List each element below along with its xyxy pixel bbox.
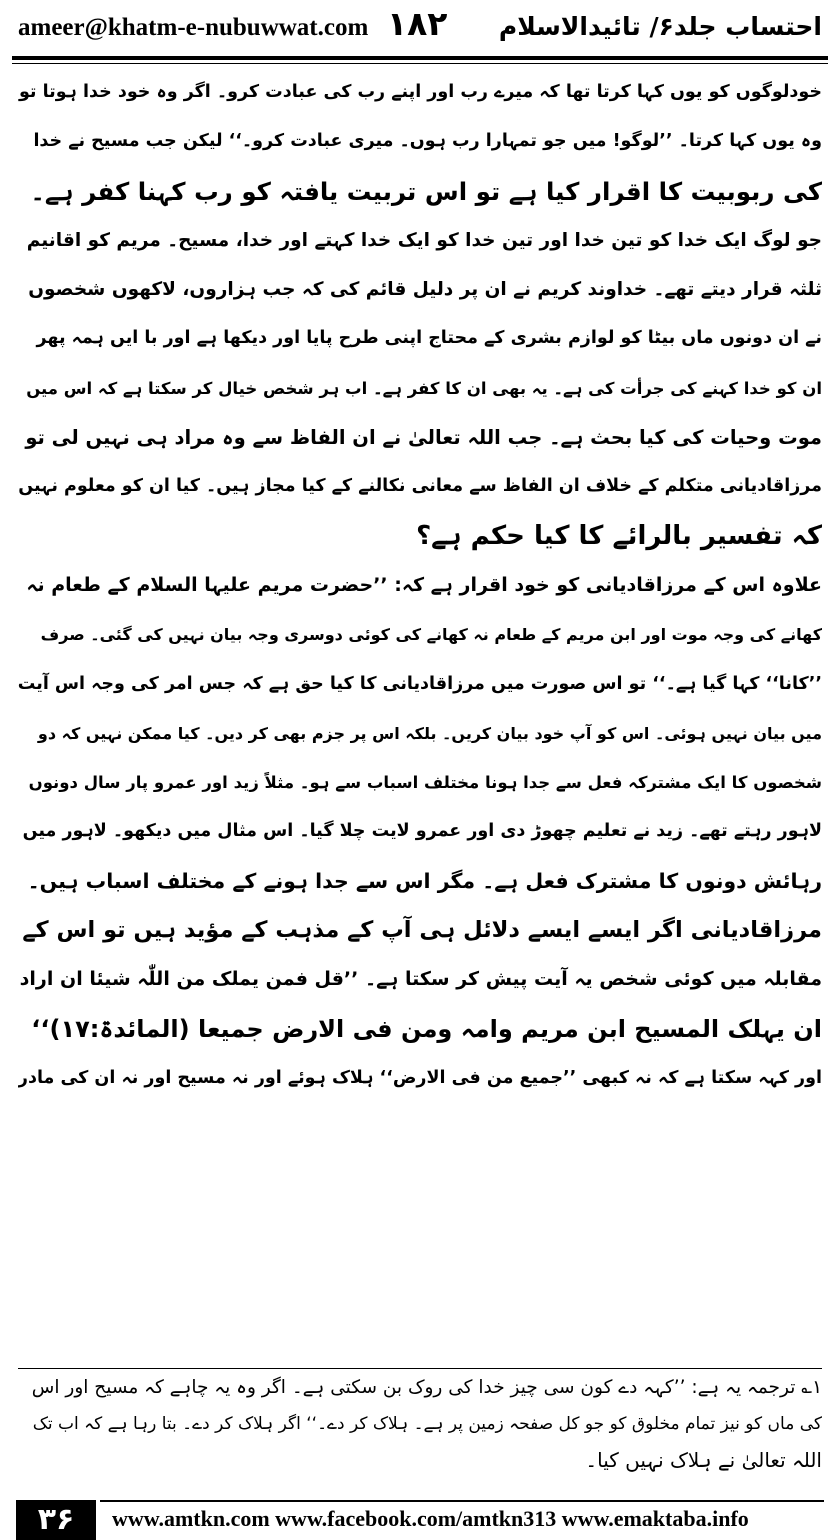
body-line: کھانے کی وجہ موت اور ابن مریم کے طعام نہ کھانے کی کوئی دوسری وجہ بیان نہیں کی گئی۔ صرف (40, 625, 822, 645)
header-rule-thin (12, 63, 828, 64)
header-rule-thick (12, 56, 828, 60)
body-line: لاہور رہتے تھے۔ زید نے تعلیم چھوڑ دی اور عمرو لایت چلا گیا۔ اس مثال میں دیکھو۔ لاہور میں (22, 821, 822, 842)
page-header (0, 0, 840, 56)
footnote (18, 1370, 822, 1478)
page-footer (0, 1500, 840, 1540)
body-line: نے ان دونوں ماں بیٹا کو لوازم بشری کے محتاج اپنی طرح پایا اور دیکھا ہے اور با ایں ہمہ پھر (36, 328, 822, 349)
body-line: شخصوں کا ایک مشترکہ فعل سے جدا ہونا مختلف اسباب سے ہو۔ مثلاً زید اور عمرو پار سال دونوں (28, 773, 822, 793)
header-email: ameer@khatm-e-nubuwwat.com (18, 14, 369, 41)
body-line: خودلوگوں کو یوں کہا کرتا تھا کہ میرے رب اور اپنے رب کی عبادت کرو۔ اگر وہ خود خدا ہوتا تو (18, 82, 822, 102)
body-text (18, 68, 822, 1103)
body-line: ثلثہ قرار دیتے تھے۔ خداوند کریم نے ان پر دلیل قائم کی کہ جب ہزاروں، لاکھوں شخصوں (28, 279, 822, 301)
footer-rule (100, 1500, 824, 1502)
body-line: کی ربوبیت کا اقرار کیا ہے تو اس تربیت یافتہ کو رب کہنا کفر ہے۔ (30, 176, 822, 206)
body-line-quran: ان یہلک المسیح ابن مریم وامہ ومن فی الارض جمیعا (المائدۃ:۱۷)‘‘ (31, 1014, 822, 1043)
footnote-line: ۱؎ ترجمہ یہ ہے: ’’کہہ دے کون سی چیز خدا کی روک بن سکتی ہے۔ اگر وہ یہ چاہے کہ مسیح اور اس (31, 1377, 822, 1398)
body-line: جو لوگ ایک خدا کو تین خدا اور تین خدا کو ایک خدا کہتے اور خدا، مسیح۔ مریم کو اقانیم (26, 229, 822, 251)
body-line: رہائش دونوں کا مشترک فعل ہے۔ مگر اس سے جدا ہونے کے مختلف اسباب ہیں۔ (27, 868, 822, 893)
body-line: اور کہہ سکتا ہے کہ نہ کبھی ’’جمیع من فی الارض‘‘ ہلاک ہوئے اور نہ مسیح اور نہ ان کی مادر (18, 1067, 822, 1088)
header-page-number: ۱۸۲ (387, 4, 448, 43)
header-book-title: احتساب جلد۶/ تائیدالاسلام (498, 12, 822, 41)
footer-website-links[interactable]: www.amtkn.com www.facebook.com/amtkn313 www.emaktaba.info (112, 1506, 749, 1531)
body-line: ان کو خدا کہنے کی جرأت کی ہے۔ یہ بھی ان کا کفر ہے۔ اب ہر شخص خیال کر سکتا ہے کہ اس میں (26, 378, 822, 398)
body-line: موت وحیات کی کیا بحث ہے۔ جب اللہ تعالیٰ نے ان الفاظ سے وہ مراد ہی نہیں لی تو (25, 426, 822, 450)
body-line: میں بیان نہیں ہوئی۔ اس کو آپ خود بیان کریں۔ بلکہ اس پر جزم بھی کر دیں۔ کیا ممکن نہیں کہ دو (37, 723, 822, 743)
body-line: ’’کانا‘‘ کہا گیا ہے۔‘‘ تو اس صورت میں مرزاقادیانی کا کیا حق ہے کہ جس امر کی وجہ اس آیت (18, 673, 822, 694)
footnote-separator (18, 1368, 822, 1369)
body-line: مرزاقادیانی اگر ایسے ایسے دلائل ہی آپ کے مذہب کے مؤید ہیں تو اس کے (22, 917, 822, 944)
body-line: علاوہ اس کے مرزاقادیانی کو خود اقرار ہے کہ: ’’حضرت مریم علیہا السلام کے طعام نہ (26, 573, 822, 596)
body-line: مرزاقادیانی متکلم کے خلاف ان الفاظ سے معانی نکالنے کے کیا مجاز ہیں۔ کیا ان کو معلوم نہیں (18, 476, 822, 497)
footnote-line: اللہ تعالیٰ نے ہلاک نہیں کیا۔ (585, 1448, 822, 1472)
body-line: وہ یوں کہا کرتا۔ ’’لوگو! میں جو تمہارا رب ہوں۔ میری عبادت کرو۔‘‘ لیکن جب مسیح نے خدا (33, 131, 822, 152)
body-line: مقابلہ میں کوئی شخص یہ آیت پیش کر سکتا ہے۔ ’’قل فمن یملک من اللّٰہ شیئا ان اراد (19, 968, 822, 991)
footnote-line: کی ماں کو نیز تمام مخلوق کو جو کل صفحہ زمین پر ہے۔ ہلاک کر دے۔‘‘ اگر ہلاک کر دے۔ بتا رہا ہے کہ اب تک (32, 1414, 822, 1434)
footer-page-badge: ۳۶ (16, 1500, 96, 1540)
body-line: کہ تفسیر بالرائے کا کیا حکم ہے؟ (416, 520, 822, 551)
